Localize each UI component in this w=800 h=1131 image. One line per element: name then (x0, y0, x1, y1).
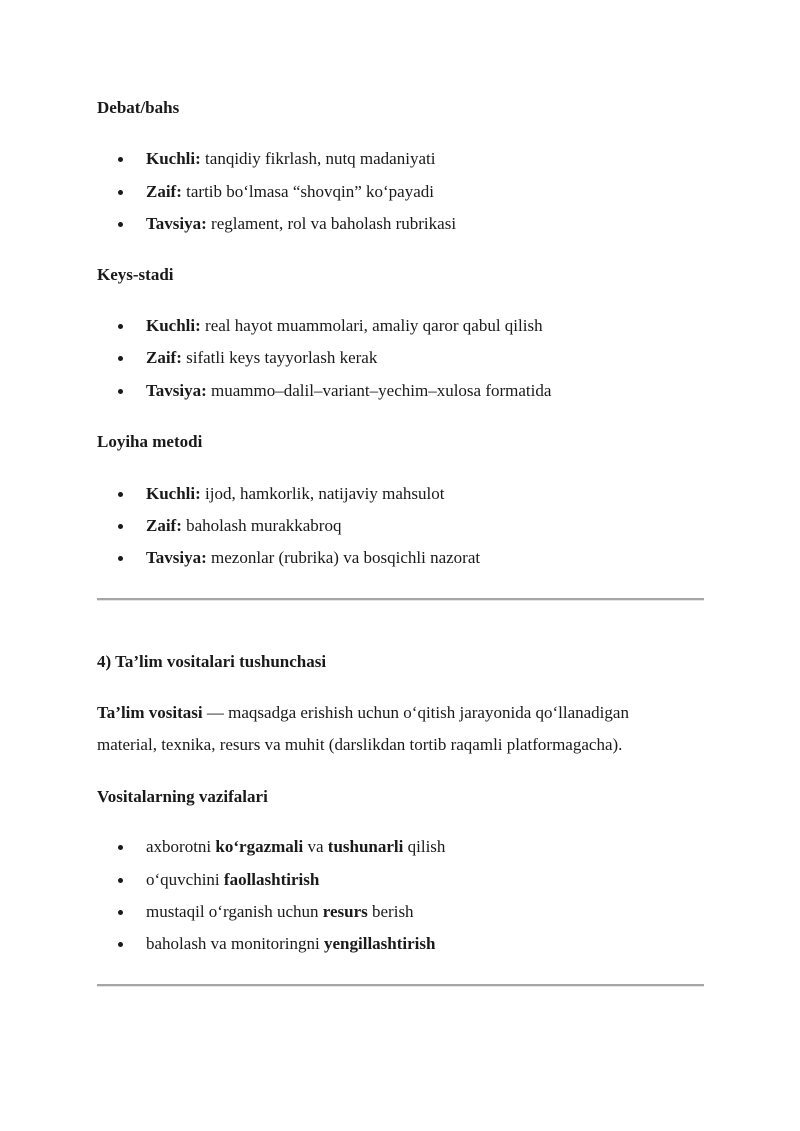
bullet-icon (118, 222, 123, 227)
item-text: berish (367, 902, 414, 921)
item-text: mustaqil o‘rganish uchun (146, 902, 323, 921)
section-heading-keys-stadi: Keys-stadi (97, 265, 174, 284)
bullet-icon (118, 157, 123, 162)
definition-term: Ta’lim vositasi (97, 703, 203, 722)
bullet-icon (118, 942, 123, 947)
item-text: va (303, 837, 328, 856)
item-label: Tavsiya: (146, 214, 207, 233)
item-bold: resurs (322, 902, 368, 921)
item-label: Kuchli: (146, 149, 201, 168)
item-text: axborotni (146, 837, 216, 856)
functions-heading: Vositalarning vazifalari (97, 787, 268, 806)
item-text: reglament, rol va baholash rubrikasi (206, 214, 457, 233)
section-heading-4: 4) Ta’lim vositalari tushunchasi (97, 652, 327, 671)
item-label: Tavsiya: (146, 548, 207, 567)
section-heading-debat: Debat/bahs (97, 98, 180, 117)
bullet-icon (118, 324, 123, 329)
item-label: Tavsiya: (146, 381, 207, 400)
item-bold: yengillashtirish (324, 934, 436, 953)
item-text: sifatli keys tayyorlash kerak (181, 348, 378, 367)
item-label: Zaif: (146, 182, 182, 201)
horizontal-divider (97, 984, 704, 987)
bullet-icon (118, 389, 123, 394)
item-text: muammo–dalil–variant–yechim–xulosa formatida (206, 381, 552, 400)
item-text: qilish (403, 837, 446, 856)
item-label: Kuchli: (146, 316, 201, 335)
item-bold: tushunarli (327, 837, 404, 856)
bullet-icon (118, 190, 123, 195)
bullet-icon (118, 492, 123, 497)
item-text: tanqidiy fikrlash, nutq madaniyati (200, 149, 436, 168)
bullet-icon (118, 878, 123, 883)
definition-text-line2: material, texnika, resurs va muhit (darslikdan tortib raqamli platformagacha). (97, 735, 623, 754)
bullet-icon (118, 556, 123, 561)
item-text: ijod, hamkorlik, natijaviy mahsulot (200, 484, 445, 503)
item-text: baholash murakkabroq (181, 516, 342, 535)
item-bold: faollashtirish (223, 870, 320, 889)
bullet-icon (118, 910, 123, 915)
item-text: baholash va monitoringni (146, 934, 325, 953)
item-text: real hayot muammolari, amaliy qaror qabul qilish (200, 316, 543, 335)
horizontal-divider (97, 598, 704, 601)
bullet-icon (118, 356, 123, 361)
definition-paragraph (97, 697, 707, 761)
bullet-icon (118, 845, 123, 850)
item-text: o‘quvchini (146, 870, 224, 889)
bullet-icon (118, 524, 123, 529)
item-label: Zaif: (146, 348, 182, 367)
definition-text-line1: — maqsadga erishish uchun o‘qitish jarayonida qo‘llanadigan (202, 703, 629, 722)
item-bold: ko‘rgazmali (215, 837, 304, 856)
item-label: Kuchli: (146, 484, 201, 503)
item-label: Zaif: (146, 516, 182, 535)
item-text: mezonlar (rubrika) va bosqichli nazorat (206, 548, 481, 567)
item-text: tartib bo‘lmasa “shovqin” ko‘payadi (181, 182, 434, 201)
section-heading-loyiha-metodi: Loyiha metodi (97, 432, 203, 451)
